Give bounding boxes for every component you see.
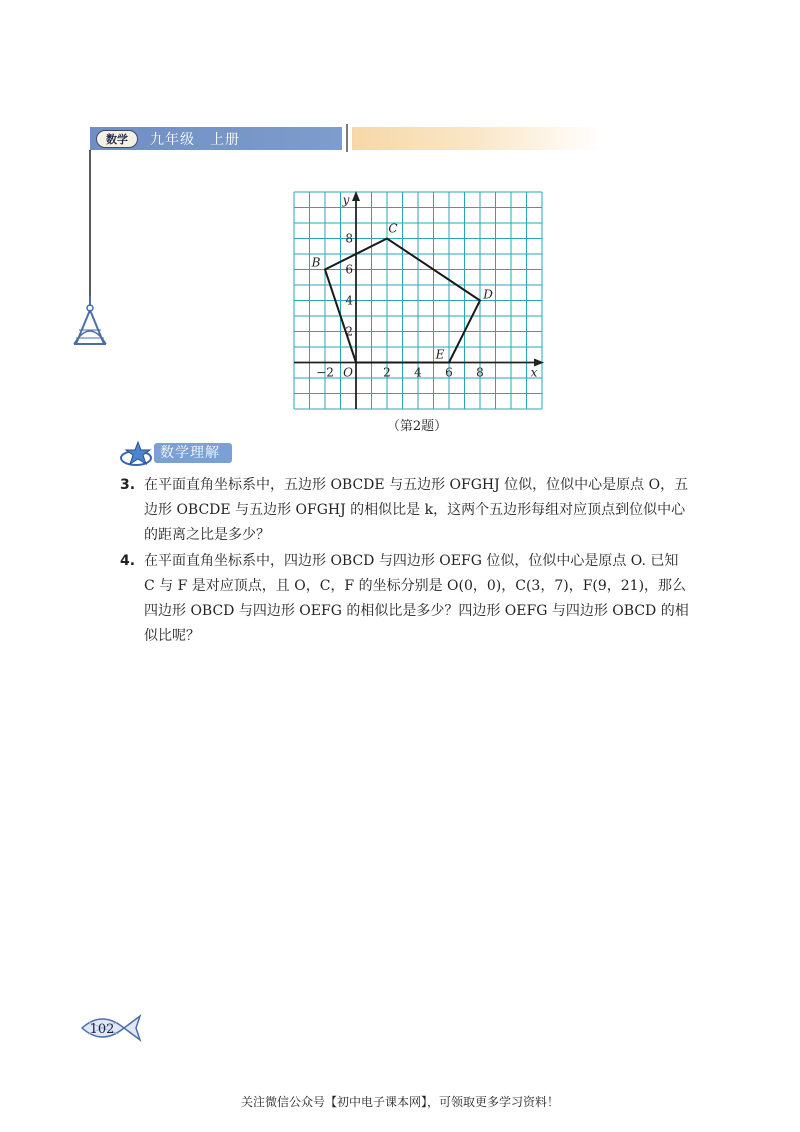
tick-labels — [316, 193, 537, 380]
figure-caption: （第2题） — [386, 419, 448, 434]
x-tick-label: 6 — [445, 365, 453, 380]
vertex-label-e: E — [435, 347, 445, 362]
problem-3 — [120, 473, 690, 548]
section-label: 数学理解 — [154, 443, 232, 463]
problem-number: 4. — [120, 553, 136, 569]
y-tick-label: 4 — [345, 293, 353, 308]
book-title: 九年级 上册 — [150, 131, 240, 148]
footer-note: 关注微信公众号【初中电子课本网】，可领取更多学习资料！ — [240, 1095, 559, 1109]
problem-4 — [120, 549, 690, 649]
page-number: 102 — [89, 1022, 115, 1037]
origin-label: O — [343, 365, 353, 380]
x-tick-label: 2 — [383, 365, 391, 380]
x-tick-label: 4 — [414, 365, 422, 380]
header-bar — [90, 127, 342, 150]
header-decoration — [352, 127, 602, 150]
y-tick-label: 2 — [345, 324, 353, 339]
y-tick-label: 8 — [345, 231, 353, 246]
header-divider — [346, 124, 348, 152]
y-axis-label: y — [342, 193, 350, 207]
star-icon — [120, 440, 156, 468]
x-tick-label: 8 — [476, 365, 484, 380]
vertex-label-d: D — [483, 287, 493, 302]
x-tick-label: −2 — [316, 365, 334, 380]
vertex-label-c: C — [388, 221, 398, 236]
margin-line — [89, 150, 91, 298]
subject-badge: 数学 — [96, 130, 138, 148]
y-tick-label: 6 — [345, 262, 353, 277]
problem-text: 在平面直角坐标系中，五边形 OBCDE 与五边形 OFGHJ 位似，位似中心是原点 O，五边形 OBCDE 与五边形 OFGHJ 的相似比是 k，这两个五边形每组对应顶点到位似中心的距离之比是多少？ — [144, 477, 689, 543]
x-axis-label: x — [530, 365, 538, 380]
fish-page-number — [78, 1008, 144, 1048]
problem-number: 3. — [120, 477, 136, 493]
problem-text: 在平面直角坐标系中，四边形 OBCD 与四边形 OEFG 位似，位似中心是原点 O. 已知 C 与 F 是对应顶点，且 O，C，F 的坐标分别是 O(0，0)，C(3，7)，F(9，21)，那么四边形 OBCD 与四边形 OEFG 的相似比是多少？四边形 OEFG 与四边形 OBCD 的相似比呢？ — [144, 553, 689, 644]
compass-icon — [72, 296, 108, 350]
coordinate-figure — [292, 190, 544, 412]
vertex-label-b: B — [311, 255, 321, 270]
